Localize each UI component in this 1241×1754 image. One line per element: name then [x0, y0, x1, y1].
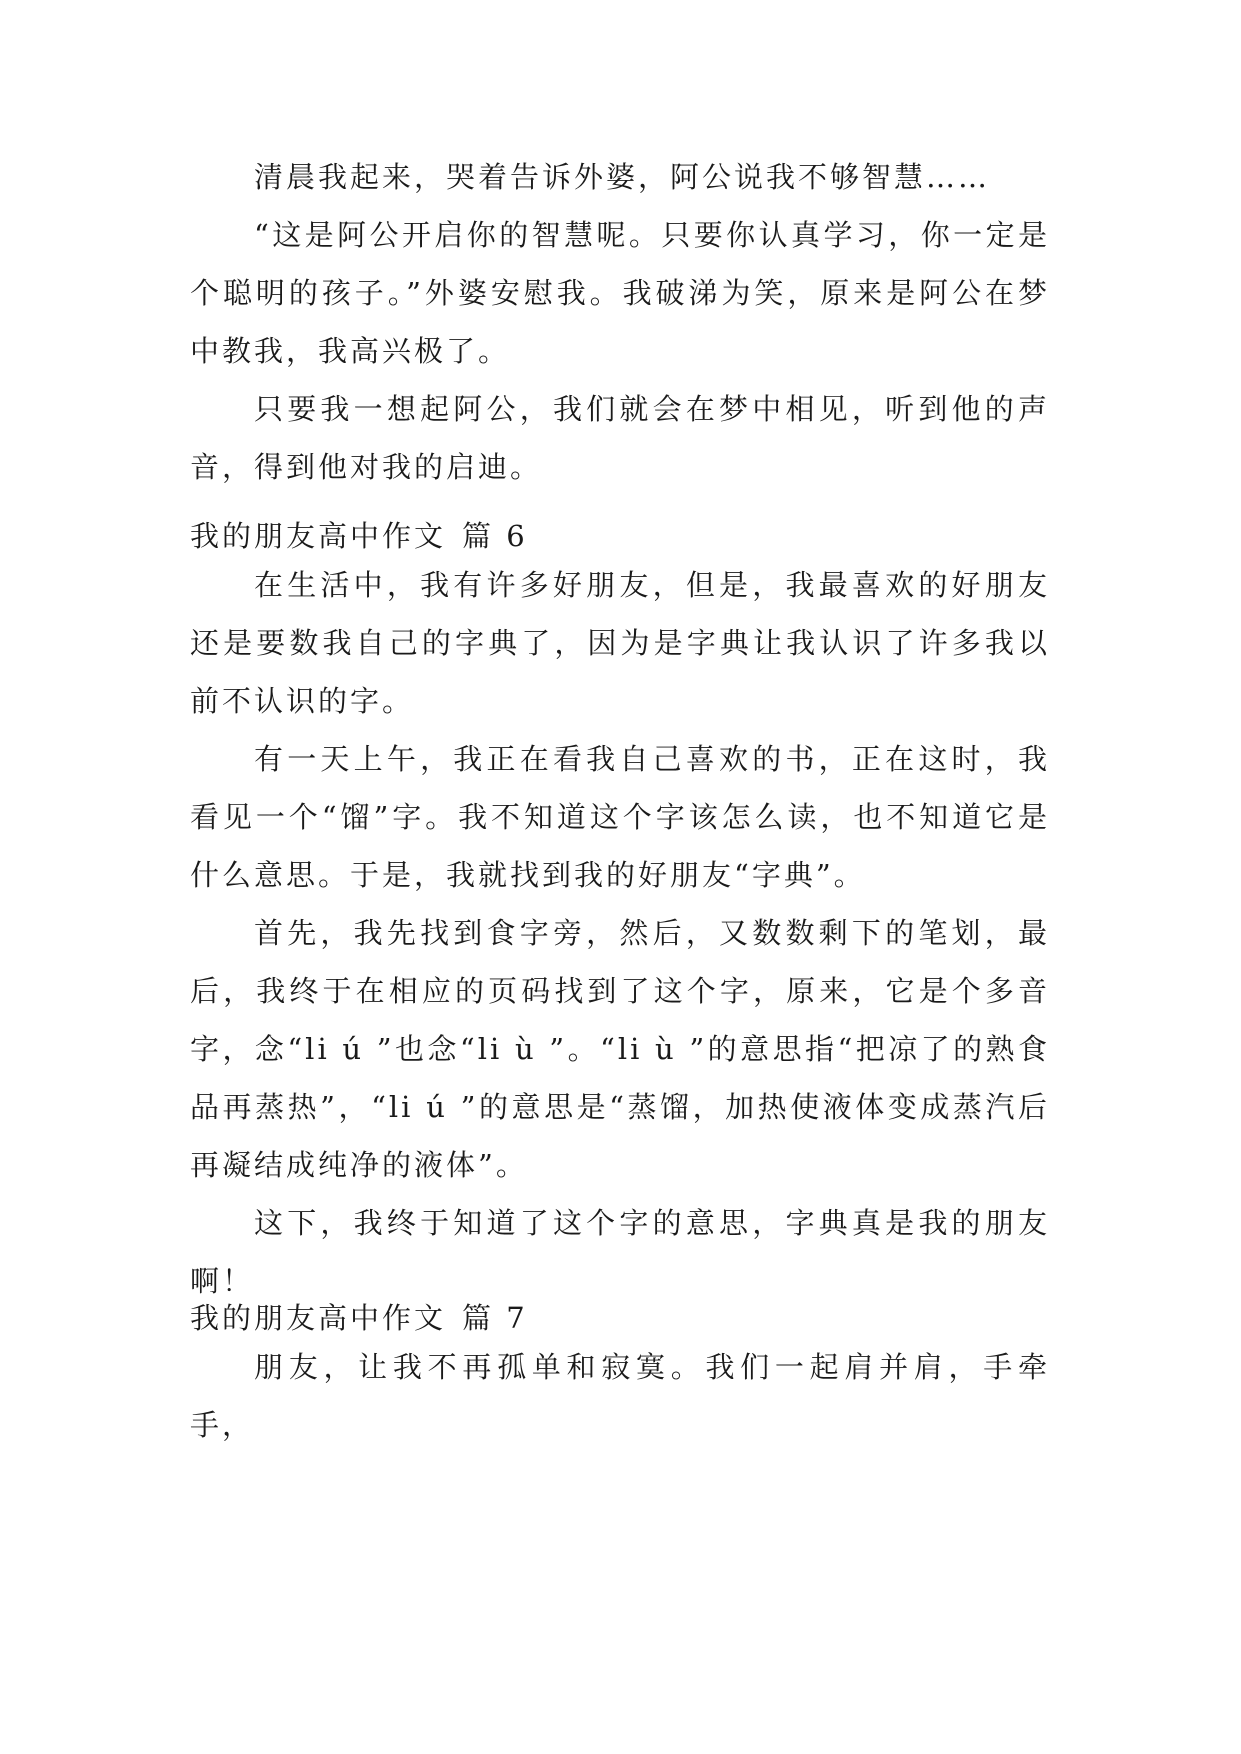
section-heading-6 — [190, 516, 528, 556]
essay-section-7 — [190, 1338, 1050, 1454]
heading-title: 我的朋友高中作文 — [190, 1301, 447, 1335]
paragraph: 朋友，让我不再孤单和寂寞。我们一起肩并肩，手牵手， — [190, 1350, 1050, 1442]
section-heading-7 — [190, 1298, 528, 1338]
paragraph: 这下，我终于知道了这个字的意思，字典真是我的朋友啊！ — [190, 1206, 1050, 1298]
paragraph: 有一天上午，我正在看我自己喜欢的书，正在这时，我看见一个“馏”字。我不知道这个字该怎么读，也不知道它是什么意思。于是，我就找到我的好朋友“字典”。 — [190, 742, 1050, 892]
essay-section-1 — [190, 148, 1050, 496]
essay-section-6 — [190, 556, 1050, 1310]
paragraph: 清晨我起来，哭着告诉外婆，阿公说我不够智慧…… — [254, 160, 991, 194]
paragraph: “这是阿公开启你的智慧呢。只要你认真学习，你一定是个聪明的孩子。”外婆安慰我。我破涕为笑，原来是阿公在梦中教我，我高兴极了。 — [190, 218, 1050, 368]
paragraph: 只要我一想起阿公，我们就会在梦中相见，听到他的声音，得到他对我的启迪。 — [190, 392, 1050, 484]
heading-number: 篇 7 — [462, 1301, 528, 1335]
heading-number: 篇 6 — [462, 519, 528, 553]
heading-title: 我的朋友高中作文 — [190, 519, 447, 553]
paragraph: 在生活中，我有许多好朋友，但是，我最喜欢的好朋友还是要数我自己的字典了，因为是字典让我认识了许多我以前不认识的字。 — [190, 568, 1050, 718]
paragraph: 首先，我先找到食字旁，然后，又数数剩下的笔划，最后，我终于在相应的页码找到了这个字，原来，它是个多音字，念“li ú ”也念“li ù ”。“li ù ”的意思指“把凉了的熟食品再蒸热”，“li ú ”的意思是“蒸馏，加热使液体变成蒸汽后再凝结成纯净的液体”。 — [190, 916, 1050, 1182]
